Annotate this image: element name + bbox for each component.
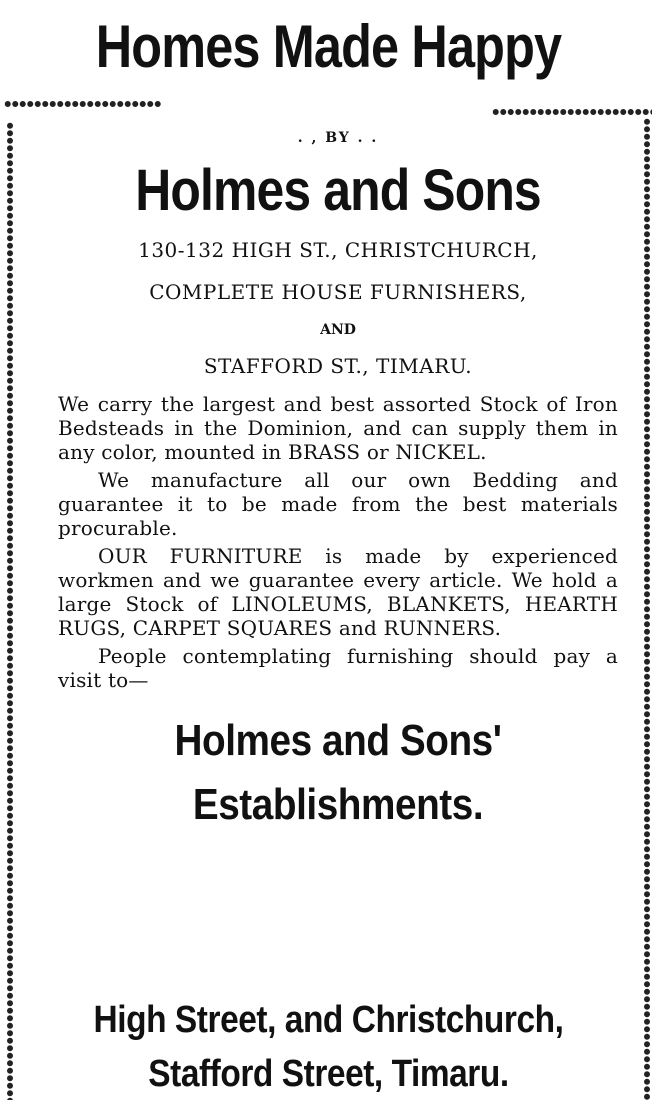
business-line: COMPLETE HOUSE FURNISHERS, (149, 280, 527, 304)
street-line-christchurch: High Street, and Christchurch, (93, 999, 564, 1041)
headline: Homes Made Happy (95, 12, 562, 80)
border-right (641, 118, 653, 1100)
and-line: AND (320, 322, 356, 338)
paragraph-furniture: OUR FURNITURE is made by experienced workmen and we guarantee every article. We hold a large Stock of LINOLEUMS, BLANKETS, HEARTH RUGS, CARPET SQUARES and RUNNERS. (58, 544, 618, 640)
by-line: . , BY . . (297, 130, 379, 146)
address-timaru: STAFFORD ST., TIMARU. (203, 354, 473, 378)
establishment-name: Holmes and Sons' (174, 716, 502, 765)
border-left (4, 122, 16, 1100)
paragraph-visit: People contemplating furnishing should pay a visit to— (58, 644, 618, 692)
border-top-left (4, 98, 162, 110)
street-line-timaru: Stafford Street, Timaru. (148, 1053, 509, 1095)
advert-body (58, 130, 618, 832)
address-christchurch: 130-132 HIGH ST., CHRISTCHURCH, (138, 238, 538, 262)
firm-name: Holmes and Sons (135, 158, 541, 223)
border-top-right (492, 106, 652, 118)
establishment-word: Establishments. (192, 780, 484, 829)
paragraph-bedding: We manufacture all our own Bedding and guarantee it to be made from the best materials procurable. (58, 468, 618, 540)
paragraph-bedsteads: We carry the largest and best assorted Stock of Iron Bedsteads in the Dominion, and can supply them in any color, mounted in BRASS or NICKEL. (58, 392, 618, 464)
